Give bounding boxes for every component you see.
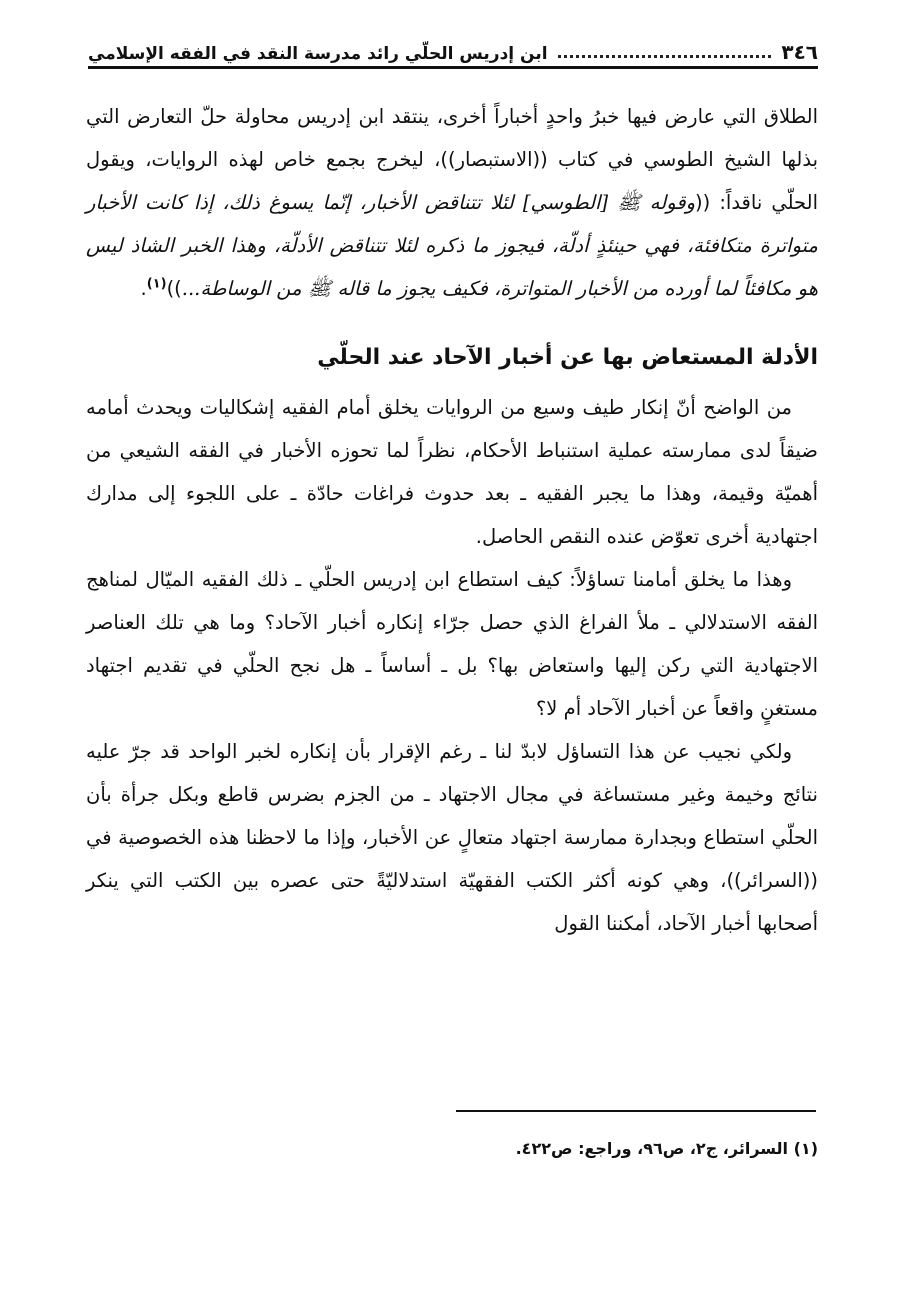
section-heading: الأدلة المستعاض بها عن أخبار الآحاد عند الحلّي xyxy=(317,345,818,370)
dotted-leader xyxy=(558,54,772,58)
paragraph-text: الطلاق التي عارض فيها خبرُ واحدٍ أخباراً أخرى، ينتقد ابن إدريس محاولة حلّ التعارض التي بذلها الشيخ الطوسي في كتاب ((الاستبصار))، ليخرج بجمع خاص لهذه الروايات، ويقول الحلّي ناقداً: (( xyxy=(86,105,818,214)
quote-close: )) xyxy=(166,277,182,300)
paragraph: من الواضح أنّ إنكار طيف وسيع من الروايات يخلق أمام الفقيه إشكاليات ويحدث أمامه ضيقاً لدى ممارسته عملية استنباط الأحكام، نظراً لما تحوزه الأخبار في الفقه الشيعي من أهميّة وقيمة، وهذا ما يجبر الفقيه ـ بعد حدوث فراغات حادّة ـ على اللجوء إلى مدارك اجتهادية أخرى تعوّض عنده النقص الحاصل. xyxy=(86,396,818,548)
running-header xyxy=(88,24,818,64)
italic-quotation: وقوله ﷺ [الطوسي] لئلا تتناقض الأخبار، إنّما يسوغ ذلك، إذا كانت الأخبار متواترة متكافئة، فهي حينئذٍ أدلّة، فيجوز ما ذكره لئلا تتناقض الأدلّة، وهذا الخبر الشاذ ليس هو مكافئاً لما أورده من الأخبار المتواترة، فكيف يجوز ما قاله ﷺ من الوساطة... xyxy=(86,191,818,300)
footnote-reference: (١) xyxy=(146,276,167,292)
paragraph: ولكي نجيب عن هذا التساؤل لابدّ لنا ـ رغم الإقرار بأن إنكاره لخبر الواحد قد جرّ عليه نتائج وخيمة وغير مستساغة في مجال الاجتهاد ـ من الجزم بضرس قاطع وبكل جرأة بأن الحلّي استطاع وبجدارة ممارسة اجتهاد متعالٍ عن الأخبار، وإذا ما لاحظنا هذه الخصوصية في ((السرائر))، وهي كونه أكثر الكتب الفقهيّة استدلاليّةً حتى عصره بين الكتب التي ينكر أصحابها أخبار الآحاد، أمكننا القول xyxy=(86,740,818,935)
paragraph: وهذا ما يخلق أمامنا تساؤلاً: كيف استطاع ابن إدريس الحلّي ـ ذلك الفقيه الميّال لمناهج الفقه الاستدلالي ـ ملأ الفراغ الذي حصل جرّاء إنكاره أخبار الآحاد؟ وما هي تلك العناصر الاجتهادية التي ركن إليها واستعاض بها؟ بل ـ أساساً ـ هل نجح الحلّي في تقديم اجتهاد مستغنٍ واقعاً عن أخبار الآحاد أم لا؟ xyxy=(86,568,818,720)
page-number: ٣٤٦ xyxy=(781,40,818,64)
paragraph-quote-intro xyxy=(86,95,818,310)
running-title: ابن إدريس الحلّي رائد مدرسة النقد في الفقه الإسلامي xyxy=(88,44,548,64)
sentence-end: . xyxy=(140,277,147,300)
footnote: (١) السرائر، ج٢، ص٩٦، وراجع: ص٤٢٢. xyxy=(515,1139,818,1158)
footnote-rule xyxy=(456,1110,816,1112)
header-rule xyxy=(88,66,818,69)
main-text xyxy=(86,95,818,945)
